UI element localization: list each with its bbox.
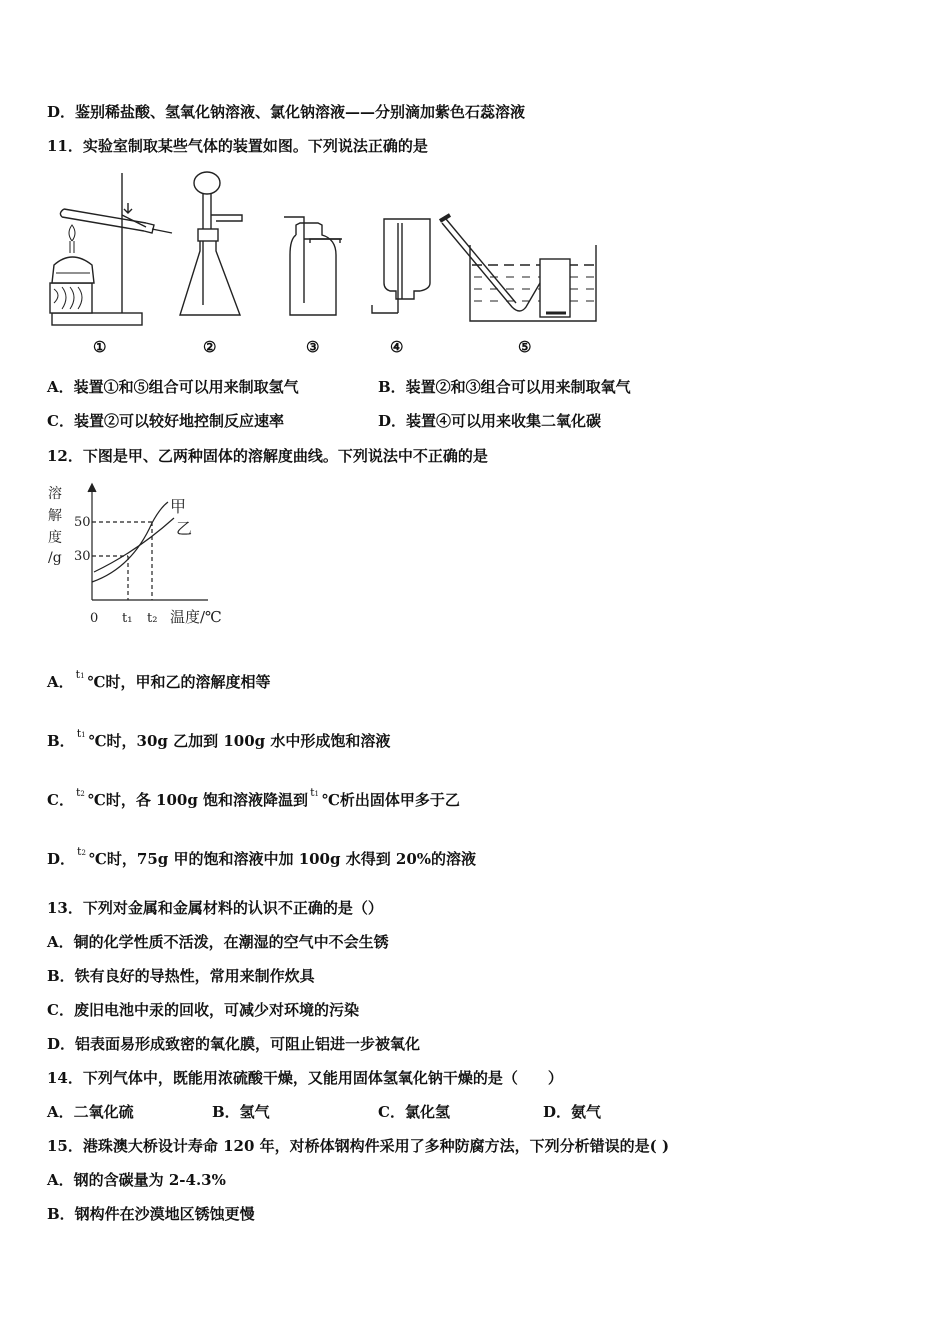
q13-option-b: B．铁有良好的导热性，常用来制作炊具: [47, 967, 315, 985]
lamp-flame: [69, 225, 75, 241]
q13-option-c: C．废旧电池中汞的回收，可减少对环境的污染: [47, 1001, 359, 1019]
q15-option-b: B．钢构件在沙漠地区锈蚀更慢: [47, 1205, 255, 1223]
graph-origin: 0: [90, 611, 99, 626]
q14-stem: 14．下列气体中，既能用浓硫酸干燥，又能用固体氢氧化钠干燥的是（ ）: [47, 1069, 563, 1087]
curve-label-jia: 甲: [170, 497, 187, 516]
t2-symbol: t2: [75, 786, 85, 799]
q13-option-a: A．铜的化学性质不活泼，在潮湿的空气中不会生锈: [47, 933, 389, 951]
solubility-graph: [40, 478, 280, 638]
q12-option-a: A． $^{t1}$ ℃时，甲和乙的溶解度相等: [47, 668, 271, 691]
q12-stem: 12．下图是甲、乙两种固体的溶解度曲线。下列说法中不正确的是: [47, 447, 488, 465]
t2-symbol: t2: [77, 845, 86, 858]
q14-option-a: A．二氧化硫: [47, 1103, 134, 1121]
q11-option-d: D．装置④可以用来收集二氧化碳: [378, 412, 602, 430]
q12-option-d: D． $^{t2}$ ℃时，75g 甲的饱和溶液中加 100g 水得到 20%的溶液: [47, 845, 477, 868]
q14-option-d: D．氨气: [543, 1103, 602, 1121]
graph-tick-50: 50: [74, 515, 91, 530]
q13-stem: 13．下列对金属和金属材料的认识不正确的是（）: [47, 899, 383, 917]
graph-tick-t2: t₂: [147, 611, 158, 626]
q13-option-d: D．铝表面易形成致密的氧化膜，可阻止铝进一步被氧化: [47, 1035, 421, 1053]
q12-option-b: B． $^{t1}$ ℃时，30g 乙加到 100g 水中形成饱和溶液: [47, 727, 391, 750]
q11-stem: 11．实验室制取某些气体的装置如图。下列说法正确的是: [47, 137, 428, 155]
graph-tick-t1: t₁: [122, 611, 133, 626]
apparatus-label-1: ①: [93, 338, 107, 356]
apparatus-label-3: ③: [306, 338, 320, 356]
graph-ylabel-3: 度: [48, 530, 62, 546]
curve-label-yi: 乙: [176, 519, 193, 538]
apparatus-label-4: ④: [390, 338, 404, 356]
stand-base: [52, 313, 142, 325]
q15-option-a: A．钢的含碳量为 2-4.3%: [47, 1171, 226, 1189]
q12-option-c: C． $^{t2}$ ℃时，各 100g 饱和溶液降温到 $^{t1}$ ℃析出固体甲多于乙: [47, 786, 460, 809]
inverted-bottle: [384, 219, 430, 299]
q10-option-d: D．鉴别稀盐酸、氢氧化钠溶液、氯化钠溶液——分别滴加紫色石蕊溶液: [47, 103, 526, 121]
delivery-tube: [442, 223, 540, 311]
graph-ylabel-1: 溶: [48, 486, 62, 502]
q14-option-c: C．氯化氢: [378, 1103, 450, 1121]
q11-option-b: B．装置②和③组合可以用来制取氧气: [378, 378, 631, 396]
funnel-bulb: [194, 172, 220, 194]
graph-ylabel-2: 解: [48, 508, 62, 524]
graph-xlabel: 温度/℃: [170, 608, 222, 626]
collecting-jar: [540, 259, 570, 317]
gas-bottle: [290, 223, 336, 315]
t1-symbol: t1: [76, 727, 86, 740]
alcohol-lamp: [52, 257, 94, 283]
water-trough: [470, 245, 596, 321]
q11-option-a: A．装置①和⑤组合可以用来制取氢气: [47, 378, 299, 396]
curve-yi: [94, 518, 174, 572]
q11-option-c: C．装置②可以较好地控制反应速率: [47, 412, 284, 430]
apparatus-figure: [0, 165, 950, 365]
graph-tick-30: 30: [74, 549, 91, 564]
conical-flask: [180, 241, 240, 315]
t1-symbol: t1: [75, 668, 85, 681]
q15-stem: 15．港珠澳大桥设计寿命 120 年，对桥体钢构件采用了多种防腐方法，下列分析错误的是( ): [47, 1137, 670, 1155]
apparatus-label-2: ②: [203, 338, 217, 356]
q14-option-b: B．氢气: [212, 1103, 270, 1121]
curve-jia: [92, 502, 168, 582]
apparatus-label-5: ⑤: [518, 338, 532, 356]
stopper: [198, 229, 218, 241]
t1-symbol: t1: [310, 786, 319, 799]
graph-ylabel-4: /g: [48, 550, 62, 566]
